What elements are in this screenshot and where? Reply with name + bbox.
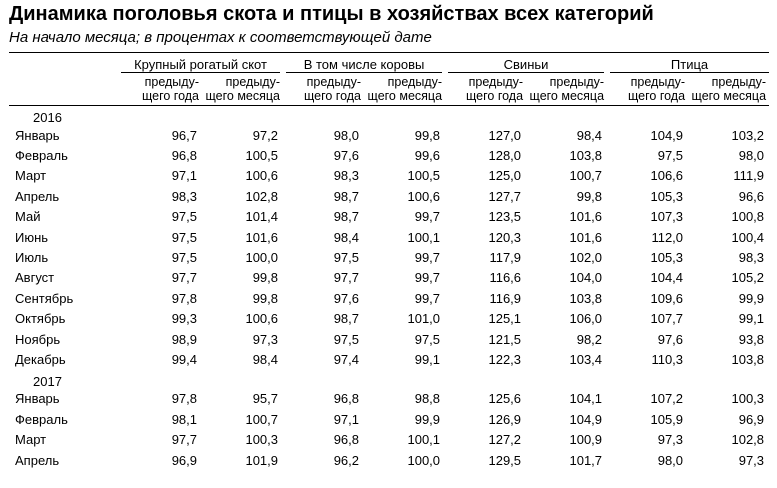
month-label: Февраль: [15, 148, 68, 164]
value-cell: 104,1: [569, 391, 603, 407]
month-label: Ноябрь: [15, 331, 61, 347]
value-cell: 97,7: [171, 432, 197, 448]
value-cell: 104,4: [650, 270, 684, 286]
month-label: Октябрь: [15, 311, 66, 327]
value-cell: 97,2: [252, 127, 279, 143]
value-cell: 101,7: [569, 452, 603, 468]
value-cell: 97,5: [657, 148, 684, 164]
value-cell: 98,3: [333, 168, 360, 184]
value-cell: 101,6: [245, 229, 279, 245]
table-row: [9, 329, 769, 349]
month-label: Февраль: [15, 411, 68, 427]
value-cell: 100,6: [245, 168, 279, 184]
value-cell: 100,0: [407, 452, 441, 468]
value-cell: 96,8: [333, 432, 360, 448]
month-label: Сентябрь: [15, 290, 74, 306]
value-cell: 122,3: [488, 351, 522, 367]
value-cell: 99,7: [414, 250, 441, 266]
value-cell: 99,8: [414, 127, 441, 143]
table-row: [9, 125, 769, 145]
value-cell: 126,9: [488, 411, 522, 427]
value-cell: 103,2: [731, 127, 765, 143]
value-cell: 100,1: [407, 432, 441, 448]
table-row: [9, 349, 769, 369]
value-cell: 97,1: [171, 168, 197, 184]
value-cell: 100,7: [245, 411, 279, 427]
year-label: 2017: [33, 373, 62, 389]
value-cell: 99,8: [252, 270, 279, 286]
value-cell: 116,6: [489, 270, 522, 286]
year-label: 2016: [33, 110, 62, 125]
value-cell: 100,1: [407, 229, 441, 245]
value-cell: 97,5: [333, 250, 360, 266]
value-cell: 97,5: [414, 331, 441, 347]
value-cell: 98,4: [333, 229, 360, 245]
value-cell: 100,0: [245, 250, 279, 266]
value-cell: 98,8: [414, 391, 441, 407]
value-cell: 97,3: [657, 432, 684, 448]
value-cell: 105,2: [731, 270, 765, 286]
value-cell: 98,2: [576, 331, 603, 347]
value-cell: 100,9: [569, 432, 603, 448]
group-header: Птица: [607, 55, 769, 73]
value-cell: 100,3: [245, 432, 279, 448]
table-row: [9, 186, 769, 206]
month-label: Май: [15, 209, 41, 225]
table-body: [9, 106, 769, 471]
table-row: [9, 227, 769, 247]
value-cell: 125,0: [488, 168, 522, 184]
subheader: предыду- щего года: [283, 73, 364, 106]
value-cell: 116,9: [489, 290, 522, 306]
month-label: Январь: [15, 391, 60, 407]
value-cell: 95,7: [252, 391, 279, 407]
value-cell: 107,3: [650, 209, 684, 225]
value-cell: 127,0: [488, 127, 522, 143]
table-row: [9, 309, 769, 329]
value-cell: 100,3: [731, 391, 765, 407]
value-cell: 100,5: [407, 168, 441, 184]
month-label: Март: [15, 432, 47, 448]
value-cell: 127,7: [488, 188, 522, 204]
subheader-blank: [9, 73, 121, 106]
value-cell: 98,7: [333, 311, 360, 327]
group-header: Свиньи: [445, 55, 607, 73]
value-cell: 117,9: [489, 250, 522, 266]
value-cell: 97,4: [333, 351, 360, 367]
subheader: предыду- щего месяца: [364, 73, 445, 106]
subheader: предыду- щего года: [445, 73, 526, 106]
value-cell: 123,5: [488, 209, 522, 225]
group-header: Крупный рогатый скот: [121, 55, 283, 73]
subheader: предыду- щего года: [121, 73, 202, 106]
value-cell: 106,6: [650, 168, 684, 184]
year-row: [9, 106, 769, 126]
value-cell: 96,2: [333, 452, 360, 468]
top-rule: [9, 52, 769, 53]
table-row: [9, 247, 769, 267]
value-cell: 102,8: [731, 432, 765, 448]
value-cell: 105,3: [650, 188, 684, 204]
value-cell: 97,6: [333, 148, 360, 164]
value-cell: 103,8: [569, 148, 603, 164]
value-cell: 101,4: [245, 209, 279, 225]
value-cell: 103,8: [731, 351, 765, 367]
value-cell: 105,9: [650, 411, 684, 427]
group-header: В том числе коровы: [283, 55, 445, 73]
value-cell: 99,7: [414, 270, 441, 286]
table-row: [9, 268, 769, 288]
value-cell: 125,1: [488, 311, 522, 327]
value-cell: 97,8: [171, 290, 197, 306]
table-row: [9, 145, 769, 165]
value-cell: 93,8: [738, 331, 765, 347]
value-cell: 121,5: [488, 331, 522, 347]
month-label: Август: [15, 270, 55, 286]
value-cell: 99,3: [171, 311, 197, 327]
value-cell: 97,6: [657, 331, 684, 347]
value-cell: 97,5: [171, 209, 197, 225]
value-cell: 99,9: [738, 290, 765, 306]
value-cell: 112,0: [651, 229, 684, 245]
table-row: [9, 389, 769, 409]
table-row: [9, 409, 769, 429]
livestock-table: [9, 55, 769, 470]
value-cell: 100,5: [245, 148, 279, 164]
value-cell: 99,8: [576, 188, 603, 204]
value-cell: 103,8: [569, 290, 603, 306]
value-cell: 127,2: [488, 432, 522, 448]
value-cell: 97,5: [171, 229, 197, 245]
value-cell: 97,3: [738, 452, 765, 468]
value-cell: 99,8: [252, 290, 279, 306]
value-cell: 110,3: [651, 351, 684, 367]
value-cell: 98,4: [576, 127, 603, 143]
month-label: Июнь: [15, 229, 49, 245]
value-cell: 97,3: [252, 331, 279, 347]
value-cell: 97,5: [171, 250, 197, 266]
value-cell: 98,0: [333, 127, 360, 143]
value-cell: 100,7: [569, 168, 603, 184]
value-cell: 96,8: [333, 391, 360, 407]
value-cell: 100,6: [407, 188, 441, 204]
month-label: Апрель: [15, 452, 60, 468]
value-cell: 97,1: [333, 411, 360, 427]
value-cell: 98,7: [333, 188, 360, 204]
value-cell: 98,0: [657, 452, 684, 468]
header-blank: [9, 55, 121, 73]
value-cell: 97,7: [171, 270, 197, 286]
value-cell: 102,8: [245, 188, 279, 204]
value-cell: 104,9: [650, 127, 684, 143]
table-row: [9, 450, 769, 470]
year-row: [9, 370, 769, 389]
month-label: Март: [15, 168, 47, 184]
value-cell: 120,3: [488, 229, 522, 245]
value-cell: 109,6: [650, 290, 684, 306]
value-cell: 111,9: [733, 168, 765, 184]
value-cell: 96,8: [171, 148, 197, 164]
month-label: Декабрь: [15, 351, 66, 367]
value-cell: 125,6: [488, 391, 522, 407]
value-cell: 98,7: [333, 209, 360, 225]
value-cell: 106,0: [569, 311, 603, 327]
value-cell: 100,8: [731, 209, 765, 225]
value-cell: 98,4: [252, 351, 279, 367]
group-header-row: [9, 55, 769, 73]
month-label: Апрель: [15, 188, 60, 204]
table-row: [9, 207, 769, 227]
table-row: [9, 429, 769, 449]
value-cell: 99,6: [414, 148, 441, 164]
value-cell: 98,3: [171, 188, 197, 204]
value-cell: 101,6: [569, 209, 603, 225]
subheader-row: [9, 73, 769, 106]
value-cell: 97,5: [333, 331, 360, 347]
value-cell: 103,4: [569, 351, 603, 367]
page-subtitle: На начало месяца; в процентах к соответствующей дате: [9, 29, 432, 46]
value-cell: 100,6: [245, 311, 279, 327]
value-cell: 96,6: [738, 188, 765, 204]
value-cell: 129,5: [488, 452, 522, 468]
page-title: Динамика поголовья скота и птицы в хозяйствах всех категорий: [9, 3, 654, 25]
value-cell: 99,1: [414, 351, 441, 367]
value-cell: 104,9: [569, 411, 603, 427]
table-row: [9, 288, 769, 308]
table-row: [9, 166, 769, 186]
value-cell: 96,9: [171, 452, 197, 468]
value-cell: 98,0: [738, 148, 765, 164]
value-cell: 98,1: [171, 411, 197, 427]
subheader: предыду- щего месяца: [688, 73, 769, 106]
value-cell: 98,9: [171, 331, 197, 347]
value-cell: 101,6: [569, 229, 603, 245]
value-cell: 99,7: [414, 290, 441, 306]
value-cell: 99,1: [738, 311, 765, 327]
value-cell: 97,7: [333, 270, 360, 286]
value-cell: 101,9: [245, 452, 279, 468]
value-cell: 107,2: [650, 391, 684, 407]
subheader: предыду- щего месяца: [526, 73, 607, 106]
value-cell: 104,0: [569, 270, 603, 286]
value-cell: 99,9: [414, 411, 441, 427]
month-label: Июль: [15, 250, 49, 266]
value-cell: 105,3: [650, 250, 684, 266]
value-cell: 99,4: [171, 351, 197, 367]
value-cell: 97,8: [171, 391, 197, 407]
value-cell: 128,0: [488, 148, 522, 164]
subheader: предыду- щего года: [607, 73, 688, 106]
subheader: предыду- щего месяца: [202, 73, 283, 106]
value-cell: 107,7: [650, 311, 684, 327]
value-cell: 102,0: [569, 250, 603, 266]
value-cell: 98,3: [738, 250, 765, 266]
value-cell: 100,4: [731, 229, 765, 245]
value-cell: 96,7: [171, 127, 197, 143]
value-cell: 97,6: [333, 290, 360, 306]
month-label: Январь: [15, 127, 60, 143]
value-cell: 101,0: [407, 311, 441, 327]
value-cell: 96,9: [738, 411, 765, 427]
value-cell: 99,7: [414, 209, 441, 225]
